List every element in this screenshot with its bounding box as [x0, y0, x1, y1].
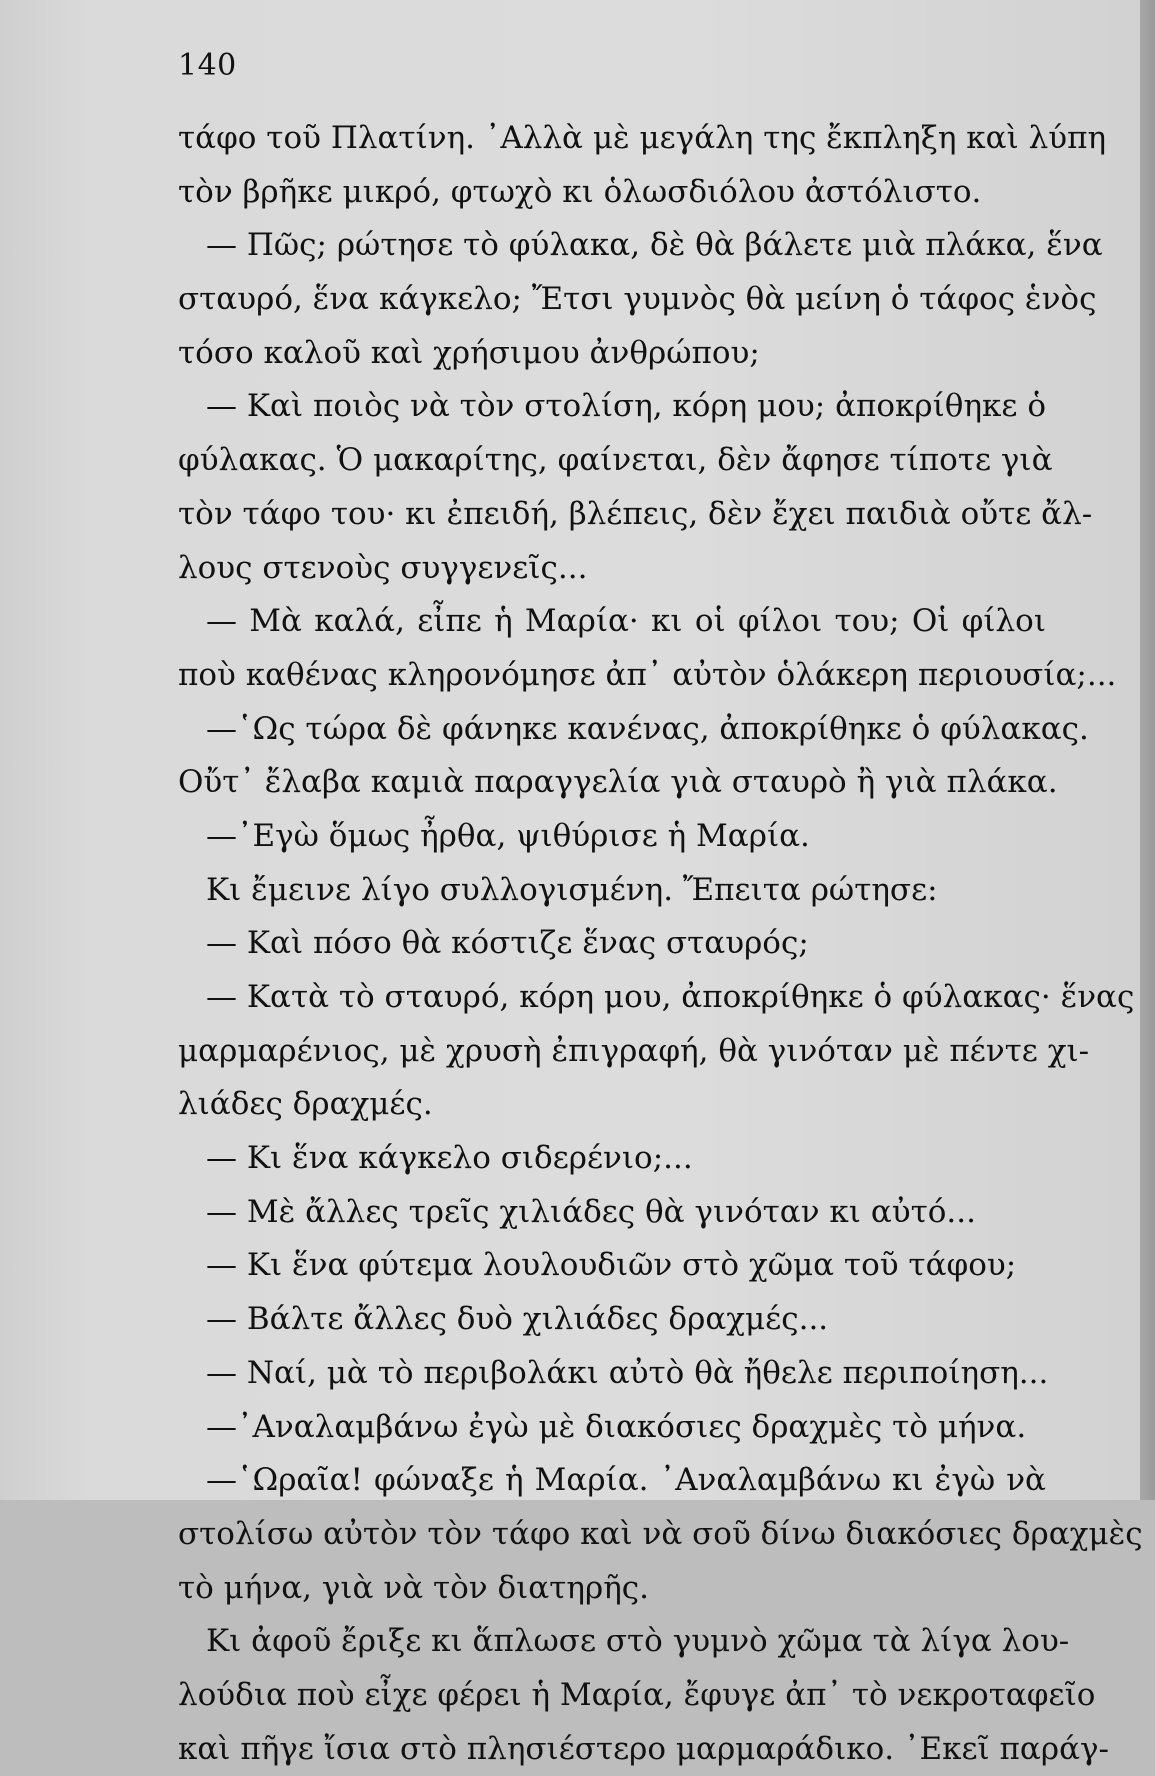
text-line: τὸ μήνα, γιὰ νὰ τὸν διατηρῆς.	[178, 1569, 649, 1606]
text-line: —῾Ωραῖα! φώναξε ἡ Μαρία. ᾿Αναλαμβάνω κι ἐγὼ νὰ	[206, 1462, 1046, 1499]
body-text	[178, 112, 1143, 1776]
page-edge	[1140, 0, 1155, 1500]
text-line: —᾿Εγὼ ὅμως ἦρθα, ψιθύρισε ἡ Μαρία.	[206, 817, 810, 854]
text-line: — Πῶς; ρώτησε τὸ φύλακα, δὲ θὰ βάλετε μιὰ πλάκα, ἕνα	[206, 227, 1103, 264]
text-line: λιάδες δραχμές.	[178, 1086, 433, 1123]
text-line: — Βάλτε ἄλλες δυὸ χιλιάδες δραχμές...	[206, 1301, 829, 1338]
text-line: Κι ἀφοῦ ἔριξε κι ἅπλωσε στὸ γυμνὸ χῶμα τὰ λίγα λου-	[206, 1623, 1070, 1660]
text-line: — Ναί, μὰ τὸ περιβολάκι αὐτὸ θὰ ἤθελε περιποίηση...	[206, 1354, 1049, 1391]
text-line: ποὺ καθένας κληρονόμησε ἀπ᾿ αὐτὸν ὁλάκερη περιουσία;...	[178, 656, 1117, 693]
text-line: — Καὶ πόσο θὰ κόστιζε ἕνας σταυρός;	[206, 925, 809, 962]
text-line: σταυρό, ἕνα κάγκελο; Ἔτσι γυμνὸς θὰ μείνη ὁ τάφος ἑνὸς	[178, 281, 1097, 318]
text-line: λούδια ποὺ εἶχε φέρει ἡ Μαρία, ἔφυγε ἀπ᾿ τὸ νεκροταφεῖο	[178, 1676, 1096, 1713]
text-line: — Κι ἕνα κάγκελο σιδερένιο;...	[206, 1140, 693, 1177]
page-number: 140	[178, 48, 237, 83]
text-line: μαρμαρένιος, μὲ χρυσὴ ἐπιγραφή, θὰ γινόταν μὲ πέντε χι-	[178, 1032, 1090, 1069]
text-line: τάφο τοῦ Πλατίνη. ᾿Αλλὰ μὲ μεγάλη της ἔκπληξη καὶ λύπη	[178, 120, 1107, 156]
text-line: —᾿Αναλαμβάνω ἐγὼ μὲ διακόσιες δραχμὲς τὸ μήνα.	[206, 1408, 1027, 1445]
text-line: — Κι ἕνα φύτεμα λουλουδιῶν στὸ χῶμα τοῦ τάφου;	[206, 1247, 1017, 1284]
text-line: τὸν βρῆκε μικρό, φτωχὸ κι ὁλωσδιόλου ἀστόλιστο.	[178, 173, 982, 210]
text-line: τὸν τάφο του· κι ἐπειδή, βλέπεις, δὲν ἔχει παιδιὰ οὔτε ἄλ-	[178, 495, 1093, 532]
text-line: τόσο καλοῦ καὶ χρήσιμου ἀνθρώπου;	[178, 334, 760, 371]
text-line: — Μὰ καλά, εἶπε ἡ Μαρία· κι οἱ φίλοι του; Οἱ φίλοι	[206, 603, 1046, 640]
text-line: φύλακας. Ὁ μακαρίτης, φαίνεται, δὲν ἄφησε τίποτε γιὰ	[178, 442, 1053, 479]
text-line: Κι ἔμεινε λίγο συλλογισμένη. Ἔπειτα ρώτησε:	[206, 871, 938, 908]
text-line: καὶ πῆγε ἴσια στὸ πλησιέστερο μαρμαράδικο. ᾿Εκεῖ παράγ-	[178, 1730, 1110, 1767]
text-line: στολίσω αὐτὸν τὸν τάφο καὶ νὰ σοῦ δίνω διακόσιες δραχμὲς	[178, 1515, 1143, 1552]
text-line: — Κατὰ τὸ σταυρό, κόρη μου, ἀποκρίθηκε ὁ φύλακας· ἕνας	[206, 979, 1135, 1015]
text-line: Οὔτ᾿ ἔλαβα καμιὰ παραγγελία γιὰ σταυρὸ ἢ γιὰ πλάκα.	[178, 764, 1058, 801]
text-line: λους στενοὺς συγγενεῖς...	[178, 549, 588, 586]
text-line: — Καὶ ποιὸς νὰ τὸν στολίση, κόρη μου; ἀποκρίθηκε ὁ	[206, 388, 1046, 425]
text-line: —῾Ως τώρα δὲ φάνηκε κανένας, ἀποκρίθηκε ὁ φύλακας.	[206, 710, 1089, 747]
text-line: — Μὲ ἄλλες τρεῖς χιλιάδες θὰ γινόταν κι αὐτό...	[206, 1193, 976, 1230]
